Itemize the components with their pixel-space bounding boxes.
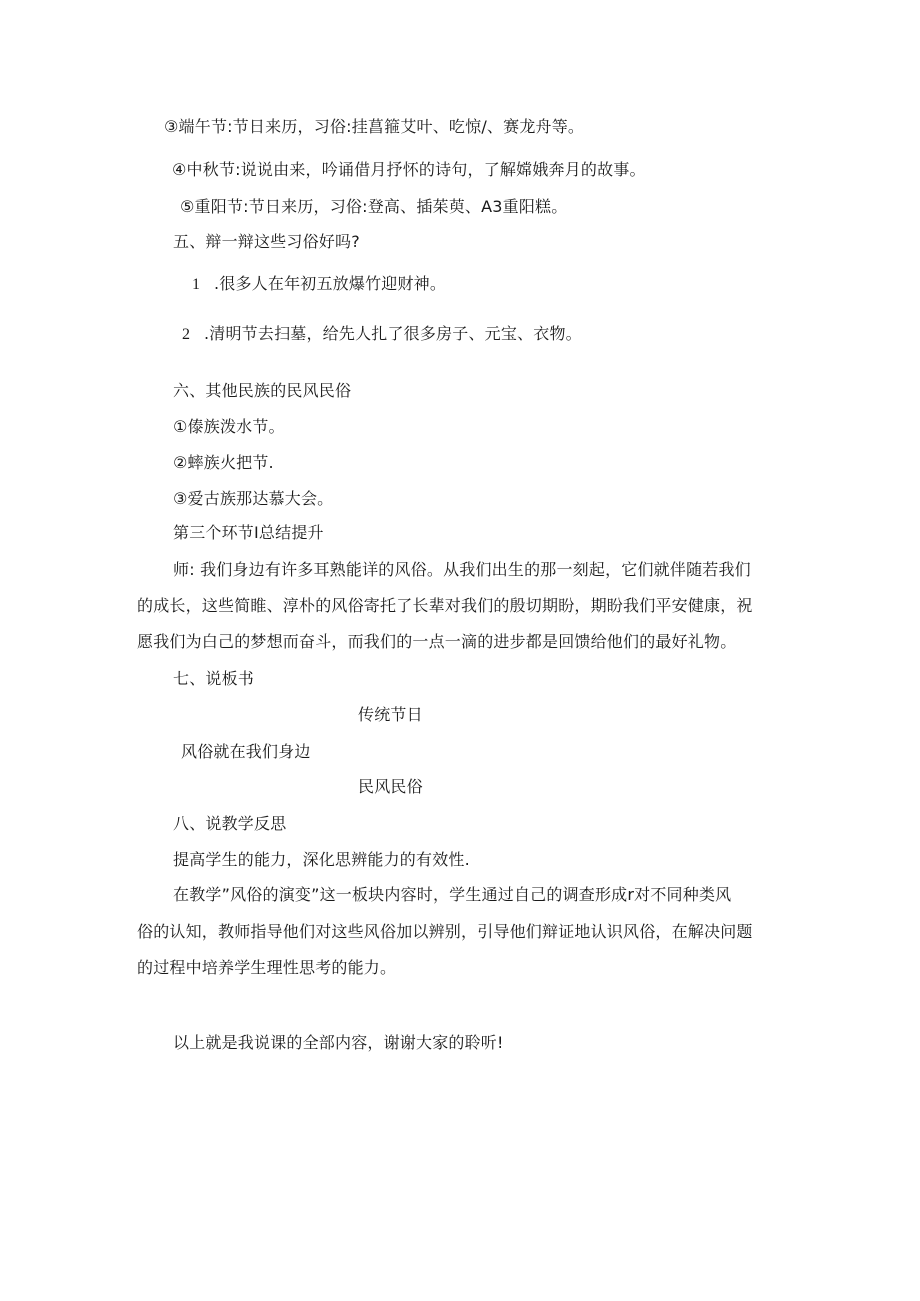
section-8-subheading: 提高学生的能力，深化思辨能力的有效性. [173,850,470,869]
board-middle: 风俗就在我们身边 [181,742,311,761]
festival-zhongqiu: ④中秋节:说说由来，吟诵借月抒怀的诗句，了解嫦娥奔月的故事。 [172,160,646,179]
summary-para-line-1: 师: 我们身边有许多耳熟能详的风俗。从我们出生的那一刻起，它们就伴随若我们 [173,560,751,579]
item-text: .很多人在年初五放爆竹迎财神。 [214,274,447,293]
section-5-item-1 [192,273,446,296]
festival-chongyang: ⑤重阳节:节日来历，习俗:登高、插茱萸、A3重阳糕。 [180,197,568,216]
section-7-heading: 七、说板书 [173,669,255,688]
reflection-para-line-2: 俗的认知，教师指导他们对这些风俗加以辨别，引导他们辩证地认识风俗，在解决问题 [137,922,753,941]
closing-remark: 以上就是我说课的全部内容，谢谢大家的聆听! [173,1033,504,1052]
section-6-item-3: ③爱古族那达慕大会。 [173,489,334,508]
item-number: 1 [192,276,201,293]
section-8-heading: 八、说教学反思 [173,814,287,833]
summary-para-line-3: 愿我们为白己的梦想而奋斗，而我们的一点一滴的进步都是回馈给他们的最好礼物。 [137,632,737,651]
section-6-item-2: ②蟀族火把节. [173,453,274,472]
item-text: .清明节去扫墓，给先人扎了很多房子、元宝、衣物。 [204,324,582,343]
festival-duanwu: ③端午节:节日来历，习俗:挂菖箍艾叶、吃惊/、赛龙舟等。 [164,117,585,136]
reflection-para-line-3: 的过程中培养学生理性思考的能力。 [137,958,397,977]
summary-heading: 第三个环节I总结提升 [173,523,324,542]
summary-para-line-2: 的成长，这些简睢、淳朴的风俗寄托了长辈对我们的殷切期盼，期盼我们平安健康，祝 [137,596,753,615]
section-5-item-2 [182,323,582,346]
section-6-item-1: ①傣族泼水节。 [173,417,285,436]
board-top: 传统节日 [358,705,423,724]
reflection-para-line-1: 在教学”风俗的演变”这一板块内容时，学生通过自己的调查形成r对不同种类风 [173,885,732,904]
section-6-heading: 六、其他民族的民风民俗 [173,381,352,400]
item-number: 2 [182,326,191,343]
board-bottom: 民风民俗 [358,777,423,796]
section-5-heading: 五、辩一辩这些习俗好吗? [173,232,360,251]
